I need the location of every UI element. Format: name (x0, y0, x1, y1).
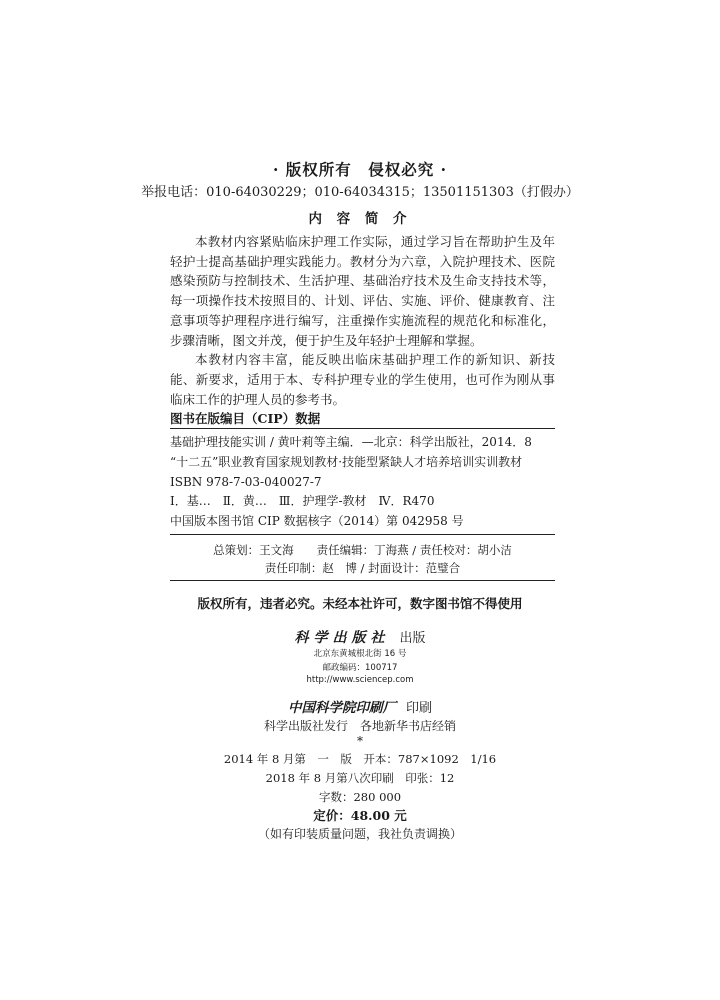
printer-line (0, 696, 720, 716)
credits-line-2: 责任印制：赵 博 / 封面设计：范璧合 (264, 561, 461, 575)
credits-line-1: 总策划：王文海 责任编辑：丁海燕 / 责任校对：胡小洁 (213, 543, 512, 557)
publisher-address: 北京东黄城根北街 16 号 (313, 649, 407, 659)
printer-name: 中国科学院印刷厂 (287, 700, 396, 716)
separator-star: * (357, 734, 363, 748)
credits (170, 541, 555, 581)
cip-title: 图书在版编目（CIP）数据 (170, 411, 321, 426)
copyright-heading: · 版权所有 侵权必究 · (272, 160, 448, 179)
edition-line: 2014 年 8 月第 一 版 开本：787×1092 1/16 (223, 752, 497, 766)
publisher-line (0, 627, 720, 647)
summary-paragraph-2: 本教材内容丰富，能反映出临床基础护理工作的新知识、新技能、新要求，适用于本、专科护理专业的学生使用，也可作为刚从事临床工作的护理人员的参考书。 (170, 352, 555, 407)
summary-title: 内 容 简 介 (308, 211, 412, 227)
distribution: 科学出版社发行 各地新华书店经销 (263, 719, 456, 733)
cip-line-title: 基础护理技能实训 / 黄叶莉等主编．—北京：科学出版社，2014．8 (170, 435, 532, 449)
printer-role: 印刷 (405, 701, 432, 716)
publisher-url: http://www.sciencep.com (306, 675, 414, 685)
cip-line-record-number: 中国版本图书馆 CIP 数据核字（2014）第 042958 号 (170, 514, 464, 529)
word-count: 字数：280 000 (318, 790, 402, 804)
cip-line-isbn: ISBN 978-7-03-040027-7 (170, 474, 322, 489)
price: 定价：48.00 元 (313, 808, 407, 823)
summary-text (170, 232, 555, 409)
printing-line: 2018 年 8 月第八次印刷 印张：12 (265, 771, 455, 785)
cip-line-classification: Ⅰ．基… Ⅱ．黄… Ⅲ．护理学-教材 Ⅳ．R470 (170, 494, 435, 509)
publisher-name: 科学出版社 (294, 630, 390, 646)
rights-notice: 版权所有，违者必究。未经本社许可，数字图书馆不得使用 (197, 596, 523, 611)
cip-line-series: “十二五”职业教育国家规划教材·技能型紧缺人才培养培训实训教材 (170, 454, 523, 469)
publisher-role: 出版 (399, 631, 426, 646)
publisher-postcode: 邮政编码：100717 (322, 663, 398, 673)
exchange-note: （如有印装质量问题，我社负责调换） (257, 827, 462, 841)
report-phone: 举报电话：010-64030229；010-64034315；13501151303（打假办） (141, 185, 579, 200)
cip-data-box (170, 428, 555, 535)
summary-paragraph-1: 本教材内容紧贴临床护理工作实际，通过学习旨在帮助护生及年轻护士提高基础护理实践能力。教材分为六章，入院护理技术、医院感染预防与控制技术、生活护理、基础治疗技术及生命支持技术等，每一项操作技术按照目的、计划、评估、实施、评价、健康教育、注意事项等护理程序进行编写，注重操作实施流程的规范化和标准化，步骤清晰，图文并茂，便于护生及年轻护士理解和掌握。 (170, 234, 555, 348)
